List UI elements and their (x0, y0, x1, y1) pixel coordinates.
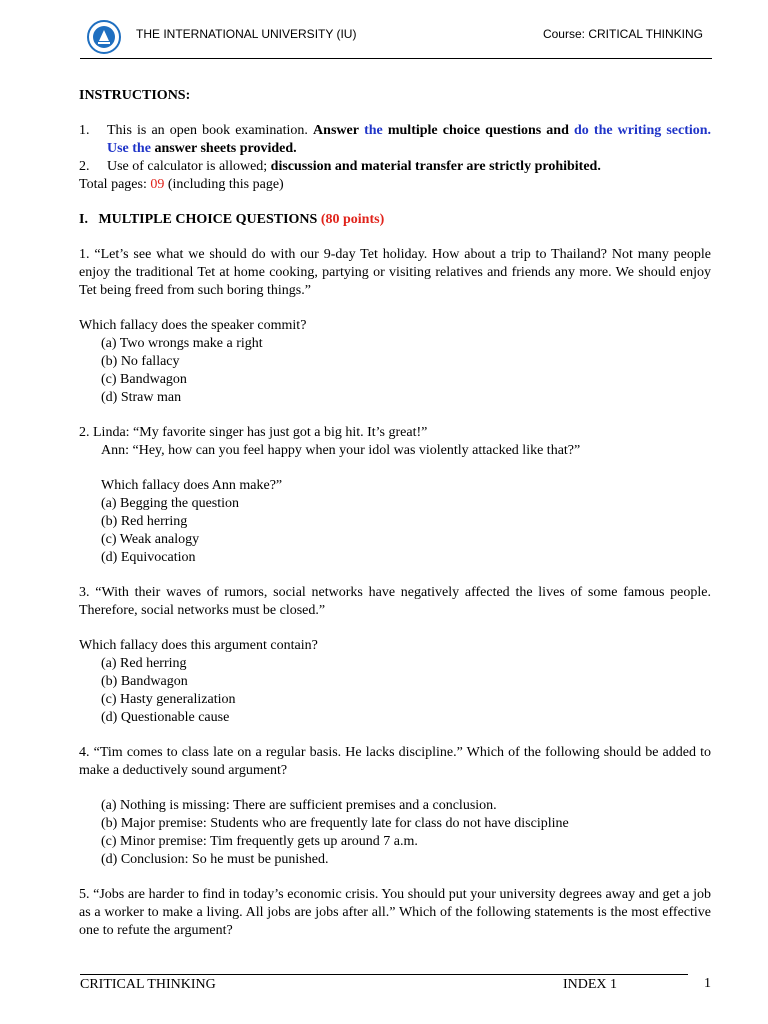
instruction-number: 2. (79, 159, 90, 174)
question-1-option: (c) Bandwagon (101, 372, 187, 387)
question-3-prompt: Which fallacy does this argument contain? (79, 638, 318, 653)
instruction-text: This is an open book examination. Answer the multiple choice questions and do the writing section. Use the answer sheets provided. (107, 123, 712, 156)
question-1-prompt: Which fallacy does the speaker commit? (79, 318, 307, 333)
question-2-option: (d) Equivocation (101, 550, 196, 565)
page-header (80, 14, 712, 59)
instruction-item-2 (79, 158, 711, 176)
question-2-option: (b) Red herring (101, 514, 188, 529)
instruction-number: 1. (79, 123, 90, 138)
instruction-item-1 (79, 122, 711, 158)
total-pages: Total pages: 09 (including this page) (79, 177, 284, 192)
question-1-option: (d) Straw man (101, 390, 182, 405)
question-2-line-2: Ann: “Hey, how can you feel happy when your idol was violently attacked like that?” (101, 443, 581, 458)
footer-rule (80, 974, 688, 975)
university-name: THE INTERNATIONAL UNIVERSITY (IU) (136, 27, 357, 41)
exam-content (79, 87, 711, 940)
section-title: I. MULTIPLE CHOICE QUESTIONS (80 points) (79, 212, 385, 227)
page-number: 1 (704, 976, 711, 991)
question-3-option: (c) Hasty generalization (101, 692, 236, 707)
instructions-heading: INSTRUCTIONS: (79, 88, 191, 103)
question-4-text: 4. “Tim comes to class late on a regular basis. He lacks discipline.” Which of the following should be added to make a deductively sound argument? (79, 745, 711, 778)
course-name: Course: CRITICAL THINKING (542, 27, 703, 41)
question-1-text: 1. “Let’s see what we should do with our 9-day Tet holiday. How about a trip to Thailand? Not many people enjoy the traditional Tet at home cooking, partying or visiting relatives and friends any more. We should enjoy Tet being freed from such boring things.” (79, 247, 711, 298)
question-4-option: (c) Minor premise: Tim frequently gets up around 7 a.m. (101, 834, 418, 849)
question-4-option: (d) Conclusion: So he must be punished. (101, 852, 329, 867)
question-3-option: (d) Questionable cause (101, 710, 230, 725)
question-3-option: (a) Red herring (101, 656, 187, 671)
question-2-option: (c) Weak analogy (101, 532, 200, 547)
total-pages-count: 09 (150, 177, 165, 192)
question-4-option: (b) Major premise: Students who are frequently late for class do not have discipline (101, 816, 569, 831)
question-2-prompt: Which fallacy does Ann make?” (101, 478, 283, 493)
section-points: (80 points) (320, 212, 385, 227)
footer-course: CRITICAL THINKING (80, 977, 216, 992)
instruction-text: Use of calculator is allowed; discussion and material transfer are strictly prohibited. (107, 159, 601, 174)
question-2-option: (a) Begging the question (101, 496, 240, 511)
question-3-text: 3. “With their waves of rumors, social networks have negatively affected the lives of some famous people. Therefore, social networks must be closed.” (79, 585, 711, 618)
university-logo-icon (87, 20, 121, 54)
question-2-line-1: 2. Linda: “My favorite singer has just got a big hit. It’s great!” (79, 425, 428, 440)
question-5-text: 5. “Jobs are harder to find in today’s economic crisis. You should put your university degrees away and get a job as a worker to make a living. All jobs are jobs after all.” Which of the following statements is the most effective one to refute the argument? (79, 887, 711, 938)
question-4-option: (a) Nothing is missing: There are sufficient premises and a conclusion. (101, 798, 497, 813)
question-3-option: (b) Bandwagon (101, 674, 188, 689)
question-1-option: (a) Two wrongs make a right (101, 336, 263, 351)
footer-index: INDEX 1 (563, 977, 618, 992)
question-1-option: (b) No fallacy (101, 354, 180, 369)
